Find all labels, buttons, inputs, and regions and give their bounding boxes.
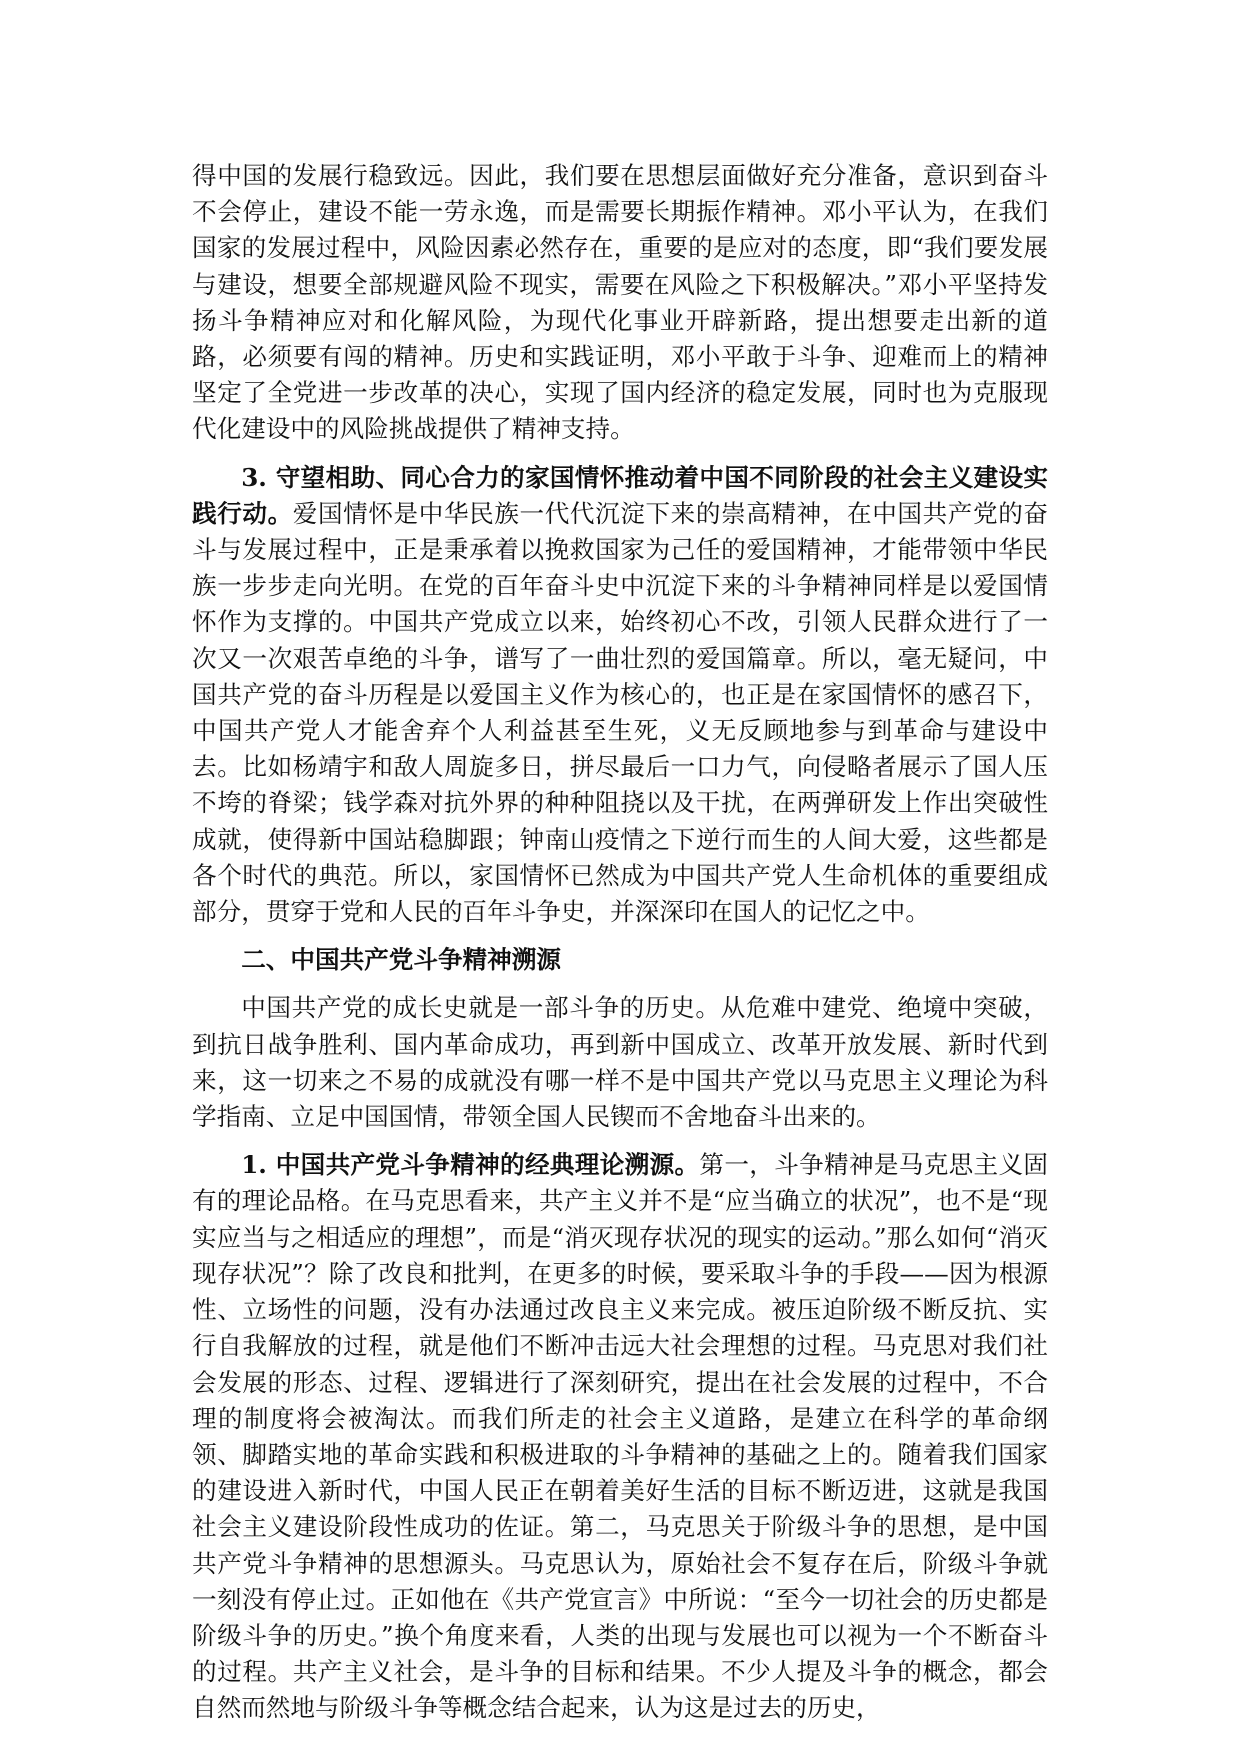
- paragraph-family-country: [192, 460, 1048, 931]
- paragraph-body: 爱国情怀是中华民族一代代沉淀下来的崇高精神，在中国共产党的奋斗与发展过程中，正是秉承着以挽救国家为己任的爱国精神，才能带领中华民族一步步走向光明。在党的百年奋斗史中沉淀下来的斗争精神同样是以爱国情怀作为支撑的。中国共产党成立以来，始终初心不改，引领人民群众进行了一次又一次艰苦卓绝的斗争，谱写了一曲壮烈的爱国篇章。所以，毫无疑问，中国共产党的奋斗历程是以爱国主义作为核心的，也正是在家国情怀的感召下，中国共产党人才能舍弃个人利益甚至生死，义无反顾地参与到革命与建设中去。比如杨靖宇和敌人周旋多日，拼尽最后一口力气，向侵略者展示了国人压不垮的脊梁；钱学森对抗外界的种种阻挠以及干扰，在两弹研发上作出突破性成就，使得新中国站稳脚跟；钟南山疫情之下逆行而生的人间大爱，这些都是各个时代的典范。所以，家国情怀已然成为中国共产党人生命机体的重要组成部分，贯穿于党和人民的百年斗争史，并深深印在国人的记忆之中。: [192, 498, 1048, 927]
- paragraph-continuation: 得中国的发展行稳致远。因此，我们要在思想层面做好充分准备，意识到奋斗不会停止，建设不能一劳永逸，而是需要长期振作精神。邓小平认为，在我们国家的发展过程中，风险因素必然存在，重要的是应对的态度，即“我们要发展与建设，想要全部规避风险不现实，需要在风险之下积极解决。”邓小平坚持发扬斗争精神应对和化解风险，为现代化事业开辟新路，提出想要走出新的道路，必须要有闯的精神。历史和实践证明，邓小平敢于斗争、迎难而上的精神坚定了全党进一步改革的决心，实现了国内经济的稳定发展，同时也为克服现代化建设中的风险挑战提供了精神支持。: [192, 161, 1048, 444]
- section-heading: [192, 942, 1048, 978]
- paragraph-theory-origin: [192, 1147, 1048, 1726]
- paragraph-body: 第一，斗争精神是马克思主义固有的理论品格。在马克思看来，共产主义并不是“应当确立的状况”，也不是“现实应当与之相适应的理想”，而是“消灭现存状况的现实的运动。”那么如何“消灭现存状况”？除了改良和批判，在更多的时候，要采取斗争的手段——因为根源性、立场性的问题，没有办法通过改良主义来完成。被压迫阶级不断反抗、实行自我解放的过程，就是他们不断冲击远大社会理想的过程。马克思对我们社会发展的形态、过程、逻辑进行了深刻研究，提出在社会发展的过程中，不合理的制度将会被淘汰。而我们所走的社会主义道路，是建立在科学的革命纲领、脚踏实地的革命实践和积极进取的斗争精神的基础之上的。随着我们国家的建设进入新时代，中国人民正在朝着美好生活的目标不断迈进，这就是我国社会主义建设阶段性成功的佐证。第二，马克思关于阶级斗争的思想，是中国共产党斗争精神的思想源头。马克思认为，原始社会不复存在后，阶级斗争就一刻没有停止过。正如他在《共产党宣言》中所说：“至今一切社会的历史都是阶级斗争的历史。”换个角度来看，人类的出现与发展也可以视为一个不断奋斗的过程。共产主义社会，是斗争的目标和结果。不少人提及斗争的概念，都会自然而然地与阶级斗争等概念结合起来，认为这是过去的历史，: [192, 1150, 1048, 1723]
- section-heading-text: 二、中国共产党斗争精神溯源: [241, 945, 561, 975]
- paragraph-growth-history: 中国共产党的成长史就是一部斗争的历史。从危难中建党、绝境中突破，到抗日战争胜利、国内革命成功，再到新中国成立、改革开放发展、新时代到来，这一切来之不易的成就没有哪一样不是中国共产党以马克思主义理论为科学指南、立足中国国情，带领全国人民锲而不舍地奋斗出来的。: [192, 993, 1048, 1132]
- paragraph-heading: 3. 守望相助、同心合力的家国情怀推动着中国不同阶段的社会主义建设实践行动。: [192, 462, 1048, 528]
- paragraph-heading: 1. 中国共产党斗争精神的经典理论溯源。: [241, 1150, 700, 1180]
- document-page: [192, 158, 1048, 1727]
